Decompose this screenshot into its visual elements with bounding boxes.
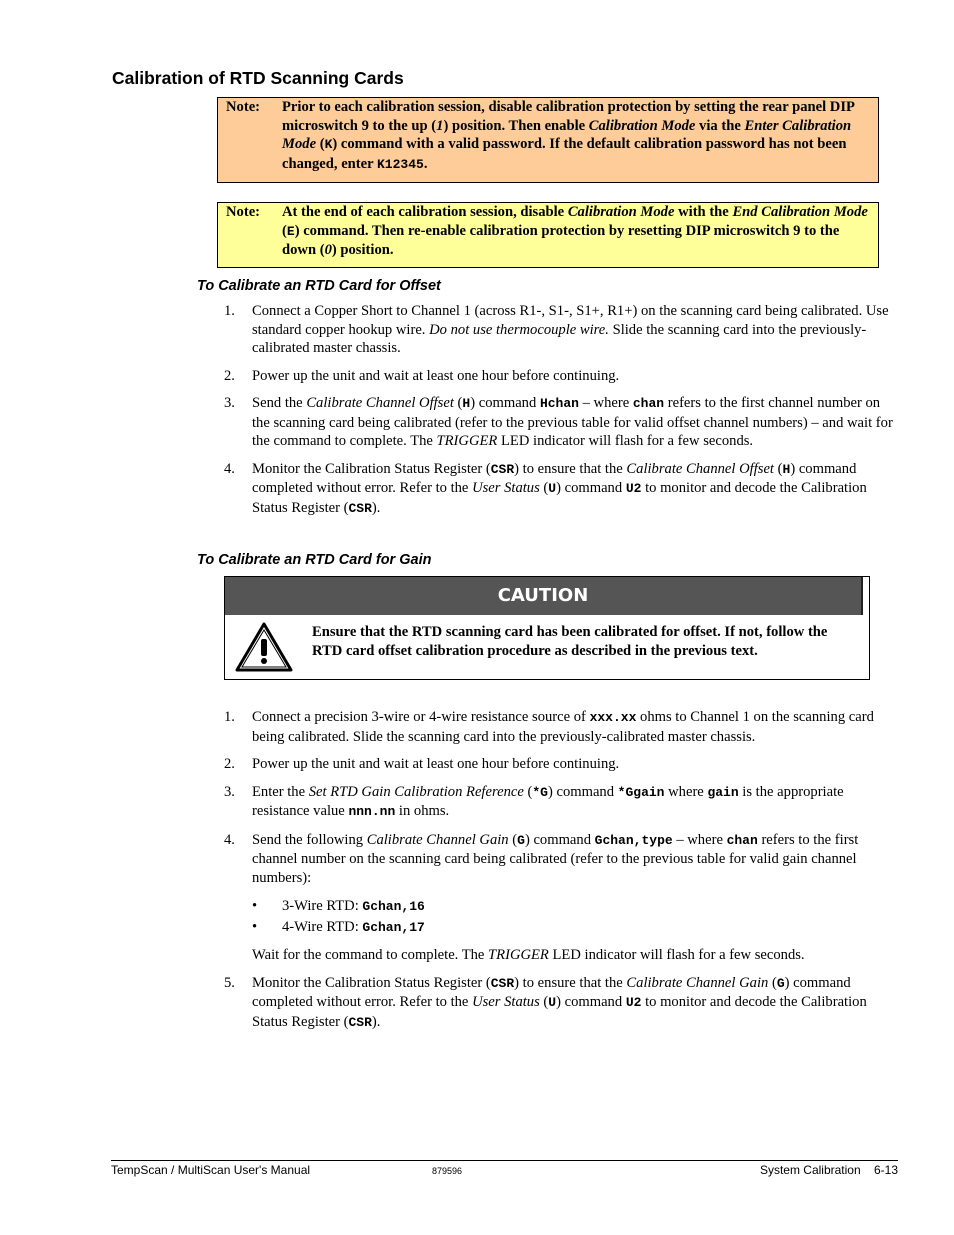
list-item: • 3-Wire RTD: Gchan,16 <box>252 898 425 914</box>
caution-text: Ensure that the RTD scanning card has been calibrated for offset. If not, follow the RTD card offset calibration procedure as described in the previous text. <box>312 624 828 659</box>
offset-section-title: To Calibrate an RTD Card for Offset <box>197 278 441 294</box>
footer-rule <box>111 1160 898 1161</box>
note-label: Note: <box>226 99 261 115</box>
gain-section-title: To Calibrate an RTD Card for Gain <box>197 552 432 568</box>
note-disable-calibration <box>217 202 879 268</box>
list-item: 5. Monitor the Calibration Status Register (CSR) to ensure that the Calibrate Channel Gain (G) command completed without error. Refer to the User Status (U) command U2 to monitor and decode the Calibration Status Register (CSR). <box>224 974 867 1030</box>
note-text: At the end of each calibration session, disable Calibration Mode with the End Calibration Mode (E) command. Then re-enable calibration protection by resetting DIP microswitch 9 to the down (0) position. <box>282 204 868 258</box>
footer-page-number: System Calibration 6-13 <box>759 1163 898 1177</box>
rtd-type-list <box>252 896 900 938</box>
page-heading: Calibration of RTD Scanning Cards <box>112 68 404 88</box>
list-item: 1. Connect a precision 3-wire or 4-wire resistance source of xxx.xx ohms to Channel 1 on the scanning card being calibrated. Slide the scanning card into the previously-calibrated master chassis. <box>224 709 874 745</box>
warning-triangle-icon <box>234 621 294 673</box>
list-item: 2. Power up the unit and wait at least one hour before continuing. <box>224 756 620 772</box>
note-enable-calibration <box>217 97 879 183</box>
note-text: Prior to each calibration session, disable calibration protection by setting the rear panel DIP microswitch 9 to the up (1) position. Then enable Calibration Mode via the Enter Calibration Mode (K) command with a valid password. If the default calibration password has not been changed, enter K12345. <box>282 99 855 172</box>
footer-manual-title: TempScan / MultiScan User's Manual <box>111 1163 311 1177</box>
gain-steps <box>224 708 900 1032</box>
wait-text: Wait for the command to complete. The TRIGGER LED indicator will flash for a few seconds. <box>252 947 805 963</box>
caution-title: CAUTION <box>497 585 589 606</box>
list-item: • 4-Wire RTD: Gchan,17 <box>252 919 425 935</box>
list-item: 2. Power up the unit and wait at least one hour before continuing. <box>224 367 620 384</box>
list-item: 1. Connect a Copper Short to Channel 1 (across R1-, S1-, S1+, R1+) on the scanning card being calibrated. Use standard copper hookup wire. Do not use thermocouple wire. Slide the scanning card into the previously-calibrated master chassis. <box>224 303 889 356</box>
caution-header <box>225 577 863 615</box>
note-label: Note: <box>226 204 261 220</box>
list-item: 3. Enter the Set RTD Gain Calibration Reference (*G) command *Ggain where gain is the appropriate resistance value nnn.nn in ohms. <box>224 783 844 819</box>
offset-steps <box>224 302 900 518</box>
caution-box <box>224 576 870 680</box>
list-item: 4. Send the following Calibrate Channel Gain (G) command Gchan,type – where chan refers to the first channel number on the scanning card being calibrated (refer to the previous table for valid gain channel numbers): • 3-Wire RTD: Gchan,16 • 4-Wire RTD: Gchan,17 Wait for the command to complete. The TRIGGER LED indicator will flash for a few seconds. <box>224 831 900 965</box>
list-item: 4. Monitor the Calibration Status Register (CSR) to ensure that the Calibrate Channel Offset (H) command completed without error. Refer to the User Status (U) command U2 to monitor and decode the Calibration Status Register (CSR). <box>224 460 867 516</box>
list-item: 3. Send the Calibrate Channel Offset (H) command Hchan – where chan refers to the first channel number on the scanning card being calibrated (refer to the previous table for valid offset channel numbers) – and wait for the command to complete. The TRIGGER LED indicator will flash for a few seconds. <box>224 395 893 449</box>
footer-doc-number: 879596 <box>432 1166 463 1176</box>
